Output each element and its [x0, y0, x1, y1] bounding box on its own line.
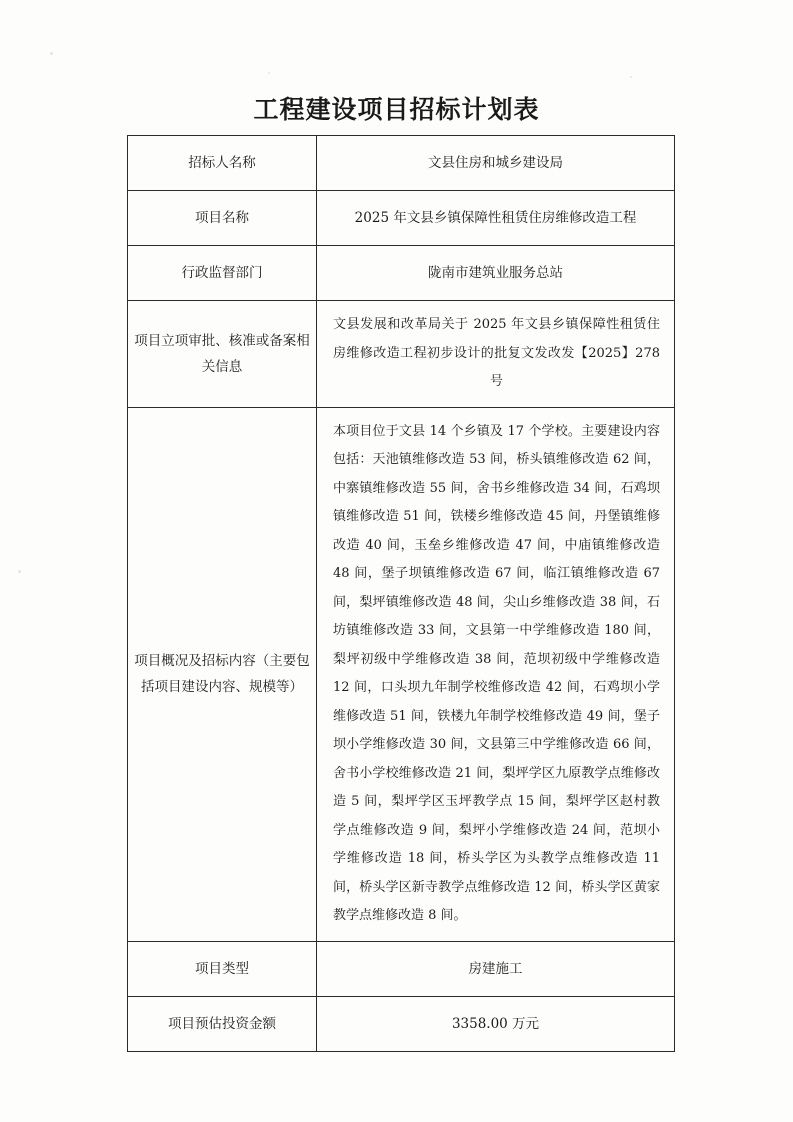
row-label: 项目预估投资金额	[128, 996, 317, 1051]
scan-speck	[50, 52, 53, 55]
row-label: 项目概况及招标内容（主要包括项目建设内容、规模等）	[128, 407, 317, 941]
table-row	[128, 246, 675, 301]
row-label: 项目类型	[128, 941, 317, 996]
row-value: 房建施工	[317, 941, 675, 996]
row-value: 文县住房和城乡建设局	[317, 136, 675, 191]
row-value: 陇南市建筑业服务总站	[317, 246, 675, 301]
table-row	[128, 191, 675, 246]
scan-speck	[268, 72, 270, 74]
table-row	[128, 136, 675, 191]
table-row	[128, 301, 675, 408]
row-value: 本项目位于文县 14 个乡镇及 17 个学校。主要建设内容包括：天池镇维修改造 53 间，桥头镇维修改造 62 间，中寨镇维修改造 55 间，舍书乡维修改造 34 间，石鸡坝镇维修改造 51 间，铁楼乡维修改造 45 间，丹堡镇维修改造 40 间，玉垒乡维修改造 47 间，中庙镇维修改造 48 间，堡子坝镇维修改造 67 间，临江镇维修改造 67 间，梨坪镇维修改造 48 间，尖山乡维修改造 38 间，石坊镇维修改造 33 间，文县第一中学维修改造 180 间，梨坪初级中学维修改造 38 间，范坝初级中学维修改造 12 间，口头坝九年制学校维修改造 42 间，石鸡坝小学维修改造 51 间，铁楼九年制学校维修改造 49 间，堡子坝小学维修改造 30 间，文县第三中学维修改造 66 间，舍书小学校维修改造 21 间，梨坪学区九原教学点维修改造 5 间，梨坪学区玉坪教学点 15 间，梨坪学区赵村教学点维修改造 9 间，梨坪小学维修改造 24 间，范坝小学维修改造 18 间，桥头学区为头教学点维修改造 11 间，桥头学区新寺教学点维修改造 12 间，桥头学区黄家教学点维修改造 8 间。	[317, 407, 675, 941]
row-label: 项目名称	[128, 191, 317, 246]
scan-speck	[18, 570, 21, 573]
row-label: 行政监督部门	[128, 246, 317, 301]
table-row	[128, 941, 675, 996]
row-value: 2025 年文县乡镇保障性租赁住房维修改造工程	[317, 191, 675, 246]
row-label: 项目立项审批、核准或备案相关信息	[128, 301, 317, 408]
row-label: 招标人名称	[128, 136, 317, 191]
bidding-plan-table	[127, 135, 675, 1052]
page-title: 工程建设项目招标计划表	[253, 95, 540, 124]
table-row	[128, 996, 675, 1051]
scan-speck	[630, 76, 632, 78]
row-value: 文县发展和改革局关于 2025 年文县乡镇保障性租赁住房维修改造工程初步设计的批复文发改发【2025】278 号	[317, 301, 675, 408]
table-row	[128, 407, 675, 941]
row-value: 3358.00 万元	[317, 996, 675, 1051]
